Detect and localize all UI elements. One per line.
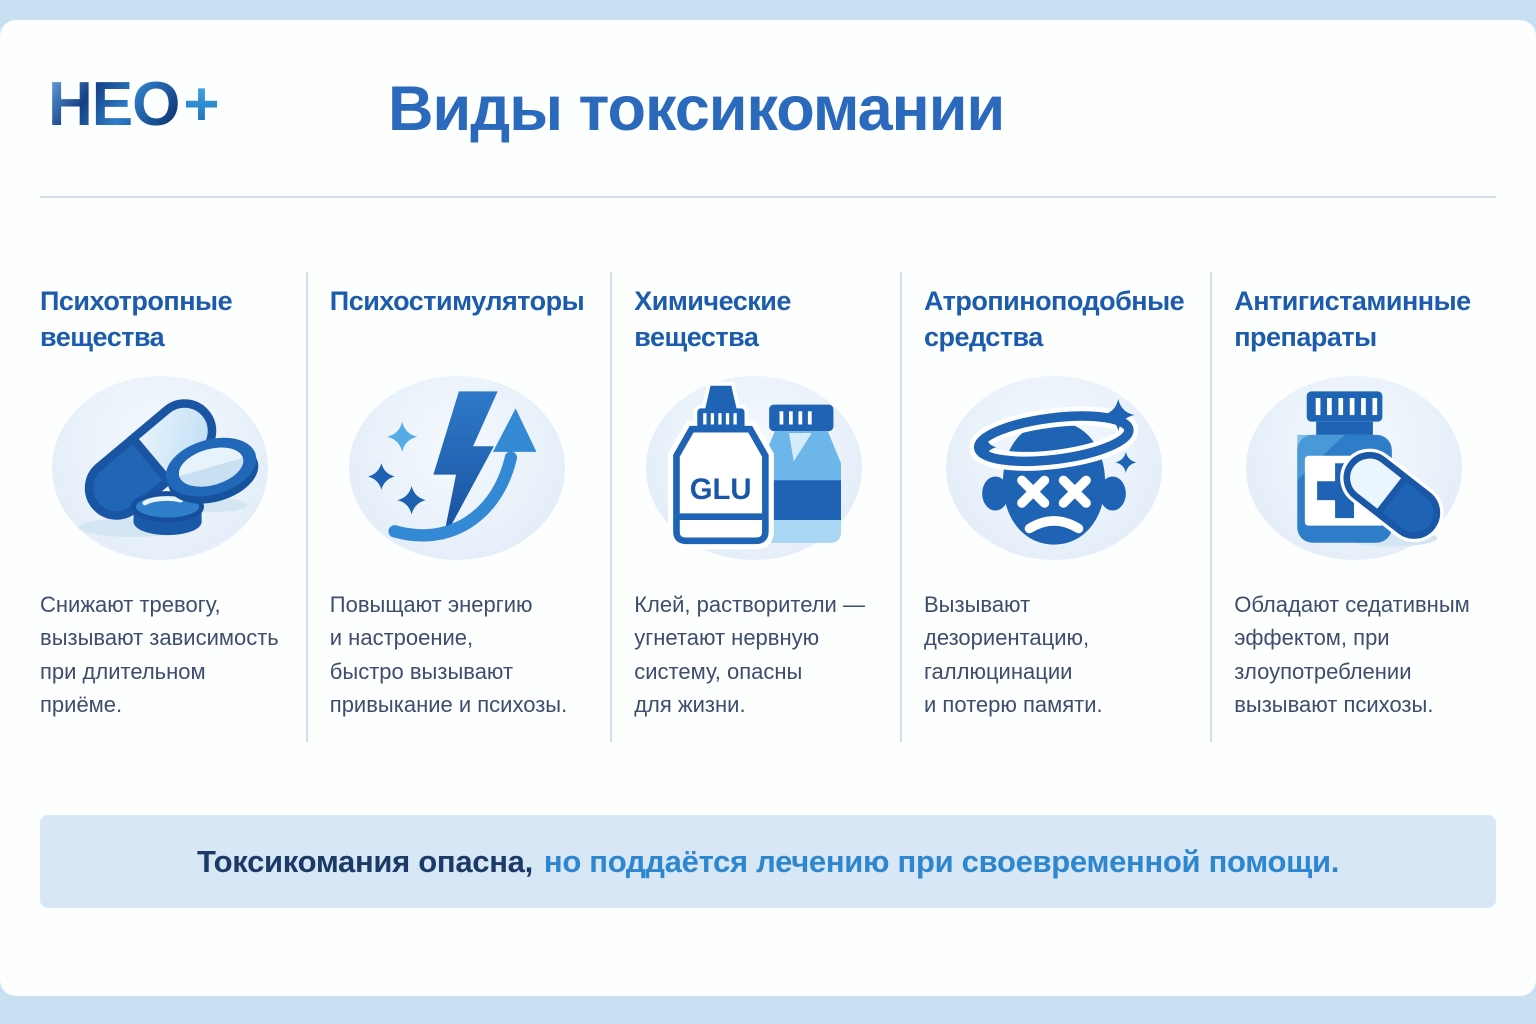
column-heading: Антигистаминные препараты bbox=[1234, 286, 1471, 352]
footer-banner bbox=[40, 815, 1496, 908]
content-card bbox=[0, 20, 1536, 996]
banner-emphasis-text: Токсикомания опасна, bbox=[196, 843, 533, 879]
column-antihistamine bbox=[1212, 272, 1500, 742]
column-heading: Атропиноподобные средства bbox=[924, 286, 1185, 352]
brand-logo-plus-icon: + bbox=[183, 70, 219, 139]
page-title: Виды токсикомании bbox=[388, 74, 1005, 144]
glue-label: GLU bbox=[689, 473, 752, 507]
glue-solvent-icon bbox=[646, 376, 862, 560]
column-atropine bbox=[902, 272, 1212, 742]
columns-container bbox=[40, 272, 1500, 742]
column-heading: Химические вещества bbox=[634, 286, 791, 352]
column-description: Вызывают дезориентацию, галлюцинации и потерю памяти. bbox=[924, 592, 1103, 718]
column-heading: Психостимуляторы bbox=[329, 286, 585, 316]
column-description: Обладают седативным эффектом, при злоупотреблении вызывают психозы. bbox=[1234, 592, 1470, 718]
bottom-edge-strip bbox=[0, 996, 1536, 1024]
header-divider bbox=[40, 196, 1496, 198]
column-heading: Психотропные вещества bbox=[40, 286, 233, 352]
top-edge-strip bbox=[0, 0, 1536, 20]
dizzy-face-icon bbox=[946, 376, 1162, 560]
brand-logo bbox=[48, 70, 219, 139]
medicine-bottle-icon bbox=[1246, 376, 1462, 560]
brand-logo-text: НЕО bbox=[48, 70, 180, 139]
energy-lightning-icon bbox=[349, 376, 565, 560]
column-psychotropic bbox=[40, 272, 308, 742]
column-description: Клей, растворители — угнетают нервную систему, опасны для жизни. bbox=[634, 592, 865, 718]
pills-icon bbox=[52, 376, 268, 560]
banner-rest-text: но поддаётся лечению при своевременной помощи. bbox=[543, 843, 1340, 879]
column-stimulants bbox=[308, 272, 612, 742]
column-description: Снижают тревогу, вызывают зависимость при длительном приёме. bbox=[40, 592, 279, 718]
column-chemicals bbox=[612, 272, 902, 742]
glue-bottle bbox=[677, 386, 766, 541]
column-description: Повыщают энергию и настроение, быстро вызывают привыкание и психозы. bbox=[329, 592, 568, 718]
